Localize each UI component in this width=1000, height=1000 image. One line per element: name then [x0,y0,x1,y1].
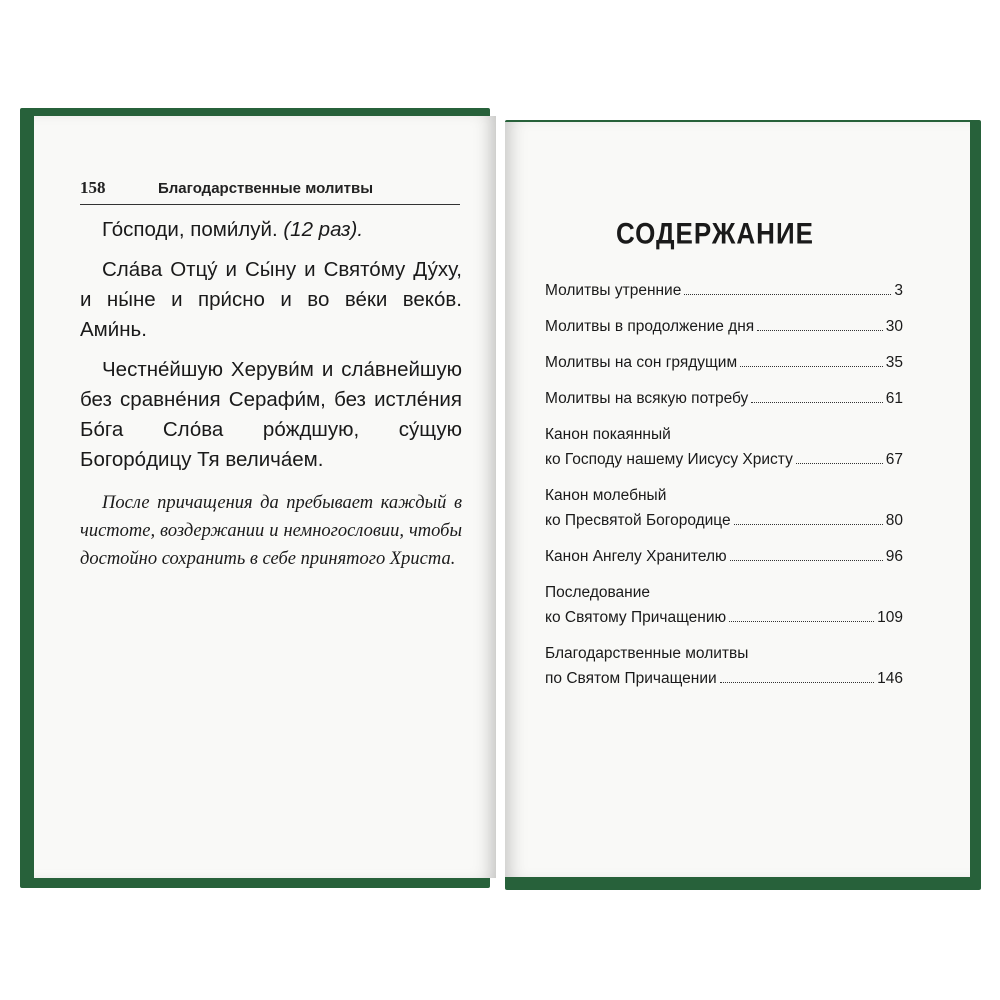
toc-line [545,278,903,303]
toc-page-number: 67 [885,451,903,468]
toc-entry [545,641,903,691]
toc-page-number: 80 [885,512,903,529]
rubric-note: После причащения да пребывает каждый в чистоте, воздержании и немногословии, чтобы достойно сохранить в себе принятого Христа. [80,493,462,569]
toc-leader-dots [730,560,883,561]
toc-leader-dots [796,463,883,464]
toc-page-number: 61 [885,390,903,407]
toc-title: СОДЕРЖАНИЕ [616,215,814,251]
toc-entry [545,278,903,303]
toc-entry [545,580,903,630]
toc-entry-first-line: Последование [545,584,651,601]
toc-line [545,544,903,569]
toc-line [545,605,903,630]
toc-entry-title: Молитвы на всякую потребу [545,390,749,407]
toc-page-number: 96 [885,548,903,565]
toc-page-number: 30 [885,318,903,335]
prayer-paragraph: Сла́ва Отцу́ и Сы́ну и Свято́му Ду́ху, и ны́не и при́сно и во ве́ки веко́в. Ами́нь. [80,258,462,341]
running-title: Благодарственные молитвы [158,180,374,197]
toc-entry-first-line: Канон молебный [545,487,667,504]
prayer-paragraph: Честне́йшую Херуви́м и сла́внейшую без сравне́ния Серафи́м, без истле́ния Бо́га Сло́ва ро́ждшую, су́щую Богоро́дицу Тя велича́ем. [80,358,462,471]
toc-page-number: 109 [877,609,903,626]
toc-leader-dots [734,524,883,525]
toc-leader-dots [729,621,874,622]
toc-line [545,314,903,339]
prayer-paragraph: Го́споди, поми́луй. (12 раз). [102,218,364,241]
toc-page-number: 3 [894,282,903,299]
toc-entry-title: Канон Ангелу Хранителю [545,548,727,565]
toc-leader-dots [684,294,891,295]
toc-line [545,666,903,691]
toc-entry [545,422,903,472]
toc-entry-first-line: Благодарственные молитвы [545,645,749,662]
table-of-contents [545,278,903,702]
toc-entry-title: Молитвы в продолжение дня [545,318,755,335]
toc-line [545,350,903,375]
toc-entry-title: Молитвы на сон грядущим [545,354,738,371]
toc-entry-first-line: Канон покаянный [545,426,671,443]
prayer-text [80,215,462,592]
toc-page-number: 146 [877,670,903,687]
toc-entry [545,386,903,411]
toc-entry-title: ко Святому Причащению [545,609,727,626]
toc-leader-dots [757,330,883,331]
toc-entry-title: Молитвы утренние [545,282,682,299]
toc-leader-dots [751,402,882,403]
toc-entry-title: по Святом Причащении [545,670,717,687]
toc-entry [545,483,903,533]
toc-line [545,508,903,533]
toc-leader-dots [740,366,883,367]
toc-line [545,386,903,411]
toc-line [545,447,903,472]
toc-entry [545,544,903,569]
toc-entry-title: ко Пресвятой Богородице [545,512,731,529]
toc-entry [545,314,903,339]
toc-page-number: 35 [885,354,903,371]
toc-leader-dots [720,682,874,683]
page-number: 158 [80,178,106,197]
running-head [80,178,460,205]
toc-entry [545,350,903,375]
toc-entry-title: ко Господу нашему Иисусу Христу [545,451,793,468]
